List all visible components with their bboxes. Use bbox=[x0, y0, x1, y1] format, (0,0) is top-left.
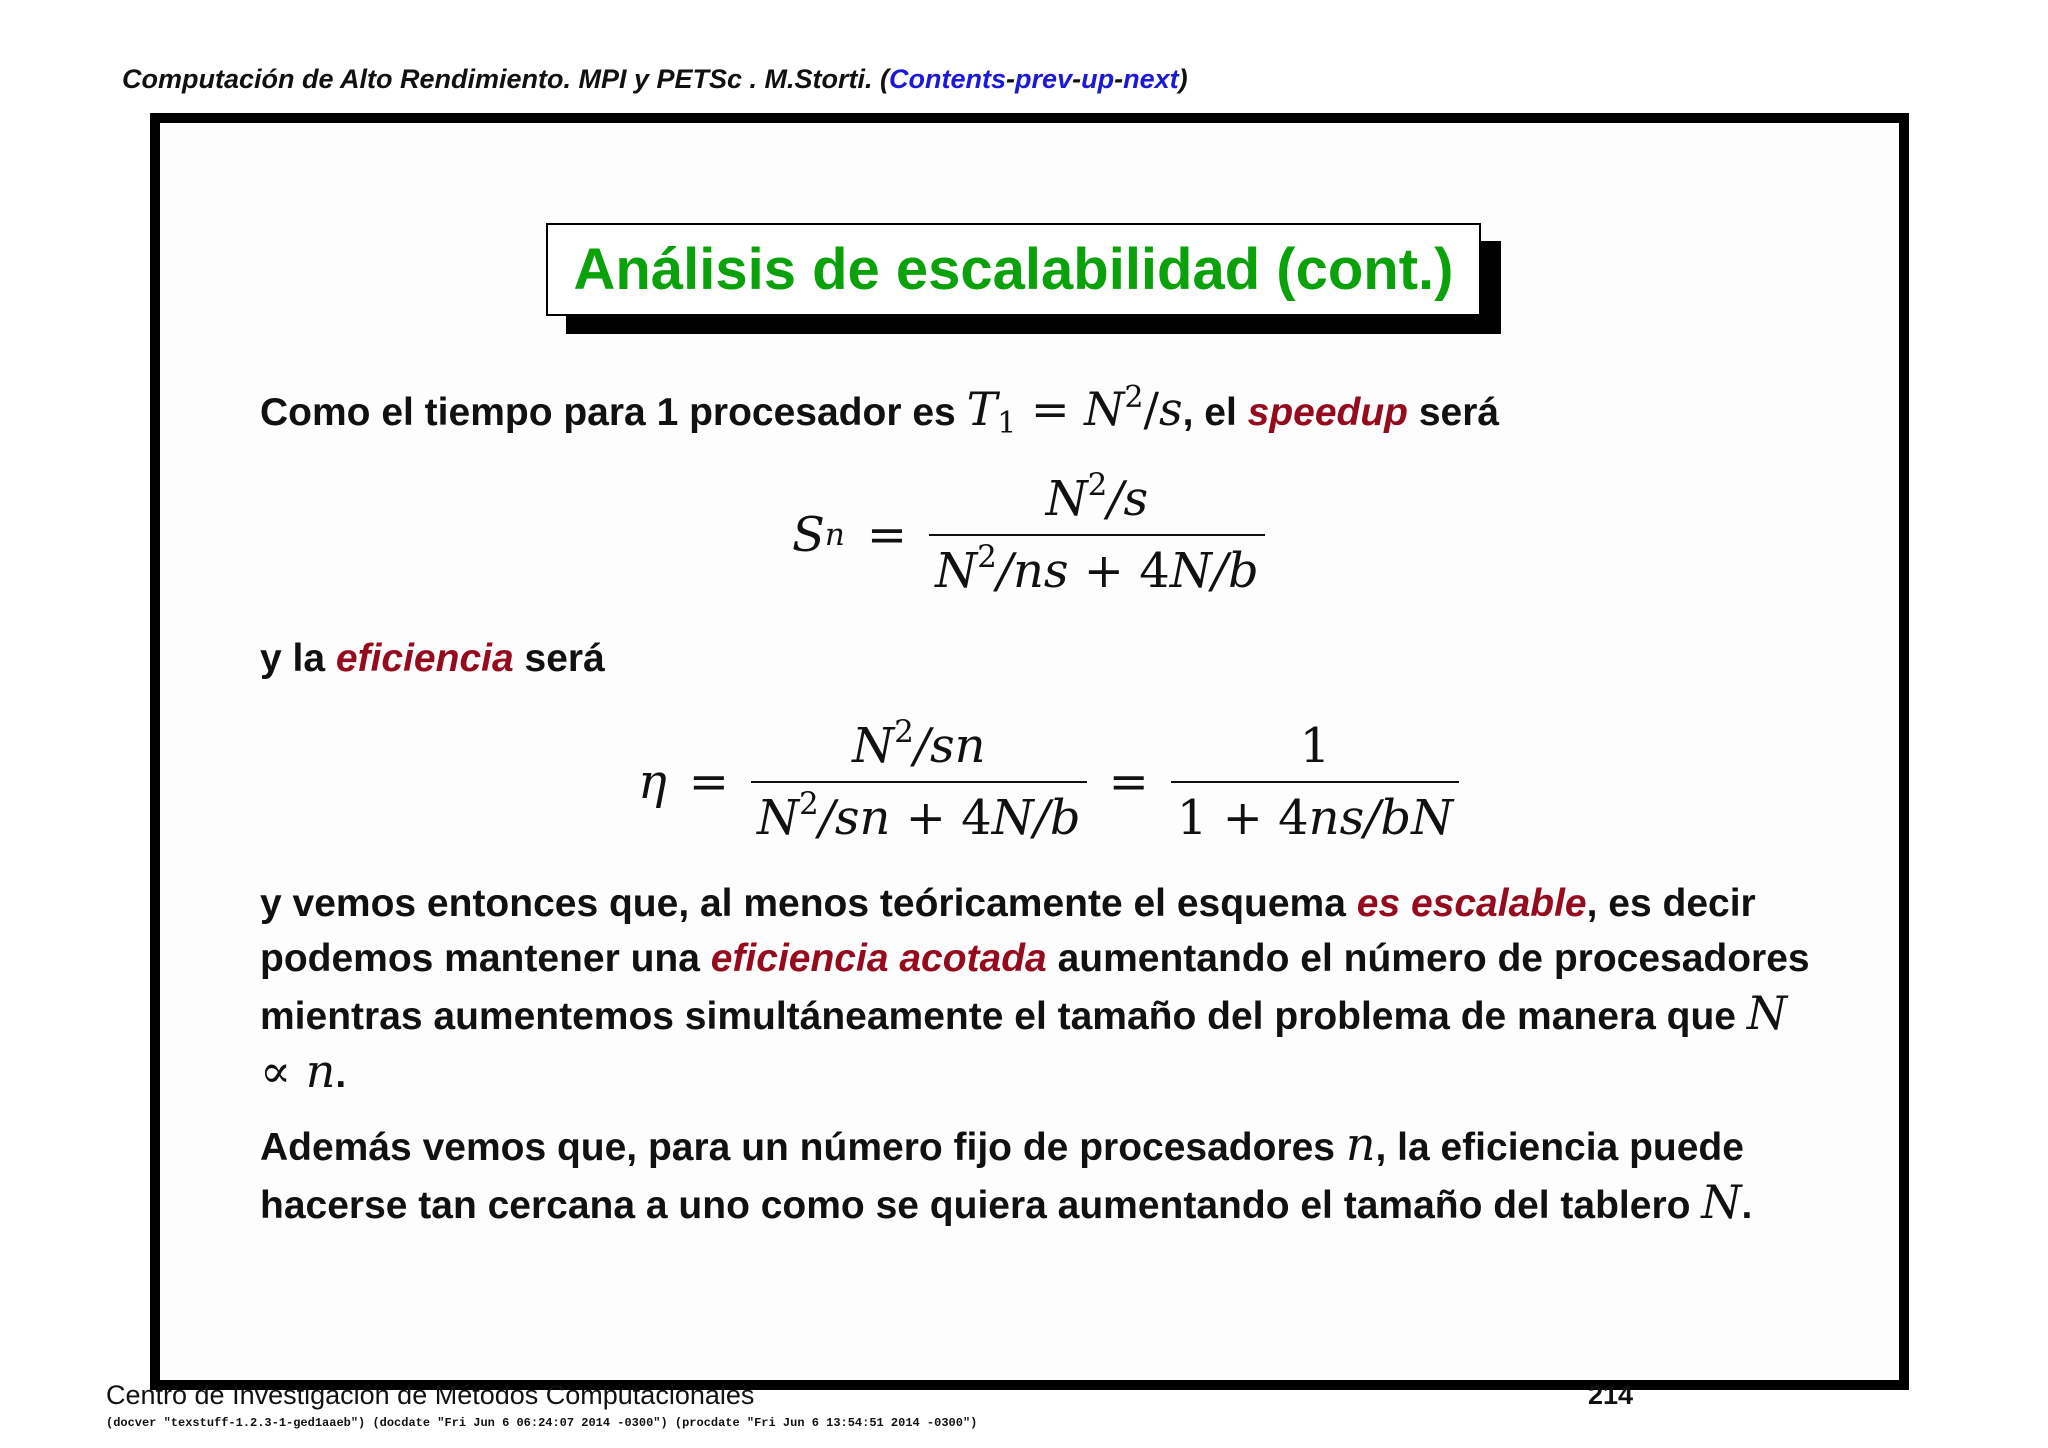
running-header: Computación de Alto Rendimiento. MPI y PETSc . M.Storti. (Contents-prev-up-next) bbox=[122, 64, 1188, 94]
paragraph-conclusion: Además vemos que, para un número fijo de procesadores n, la eficiencia puede hacerse tan cercana a uno como se quiera aumentando el tamaño del tablero N. bbox=[260, 1117, 1753, 1229]
term-es-escalable: es escalable bbox=[1356, 882, 1587, 925]
efficiency-fraction-2: $\frac{1}{1 + 4ns/bN}$ bbox=[1171, 717, 1459, 847]
math-t1: $T_1 = N^2/s$ bbox=[966, 380, 1183, 441]
term-speedup: speedup bbox=[1247, 391, 1409, 434]
slide-title: Análisis de escalabilidad (cont.) bbox=[546, 223, 1481, 316]
paragraph-speedup: Como el tiempo para 1 procesador es $T_1 = N^2/s$, el speedup será bbox=[260, 380, 1500, 441]
prev-link[interactable]: prev bbox=[1015, 64, 1073, 94]
speedup-fraction: $\frac{N^2/s}{N^2/ns + 4N/b}$ bbox=[929, 470, 1265, 600]
contents-link[interactable]: Contents bbox=[889, 64, 1007, 94]
term-eficiencia: eficiencia bbox=[335, 637, 514, 680]
efficiency-fraction-1: $\frac{N^2/sn}{N^2/sn + 4N/b}$ bbox=[751, 717, 1087, 847]
term-eficiencia-acotada: eficiencia acotada bbox=[710, 937, 1047, 980]
page-number: 214 bbox=[1588, 1380, 1634, 1410]
footer-version-info: (docver "texstuff-1.2.3-1-ged1aaeb") (docdate "Fri Jun 6 06:24:07 2014 -0300") (procdate "Fri Jun 6 13:54:51 2014 -0300") bbox=[106, 1416, 978, 1430]
next-link[interactable]: next bbox=[1123, 64, 1179, 94]
slide-title-box bbox=[546, 223, 1481, 316]
up-link[interactable]: up bbox=[1081, 64, 1115, 94]
paragraph-scalability: y vemos entonces que, al menos teóricamente el esquema es escalable, es decir podemos mantener una eficiencia acotada aumentando el número de procesadores mientras aumentemos simultáneamente el tamaño del problema de manera que N ∝ n. bbox=[260, 882, 1810, 1098]
paragraph-efficiency: y la eficiencia será bbox=[260, 637, 605, 680]
footer-institution: Centro de Investigación de Métodos Computacionales bbox=[106, 1380, 755, 1410]
equation-speedup: S n = $\frac{N^2/s}{N^2/ns + 4N/b}$ bbox=[792, 470, 1265, 600]
header-title: Computación de Alto Rendimiento. MPI y PETSc . M.Storti. ( bbox=[122, 64, 890, 94]
equation-efficiency: η = $\frac{N^2/sn}{N^2/sn + 4N/b}$ = $\frac{1}{1 + 4ns/bN}$ bbox=[638, 717, 1459, 847]
